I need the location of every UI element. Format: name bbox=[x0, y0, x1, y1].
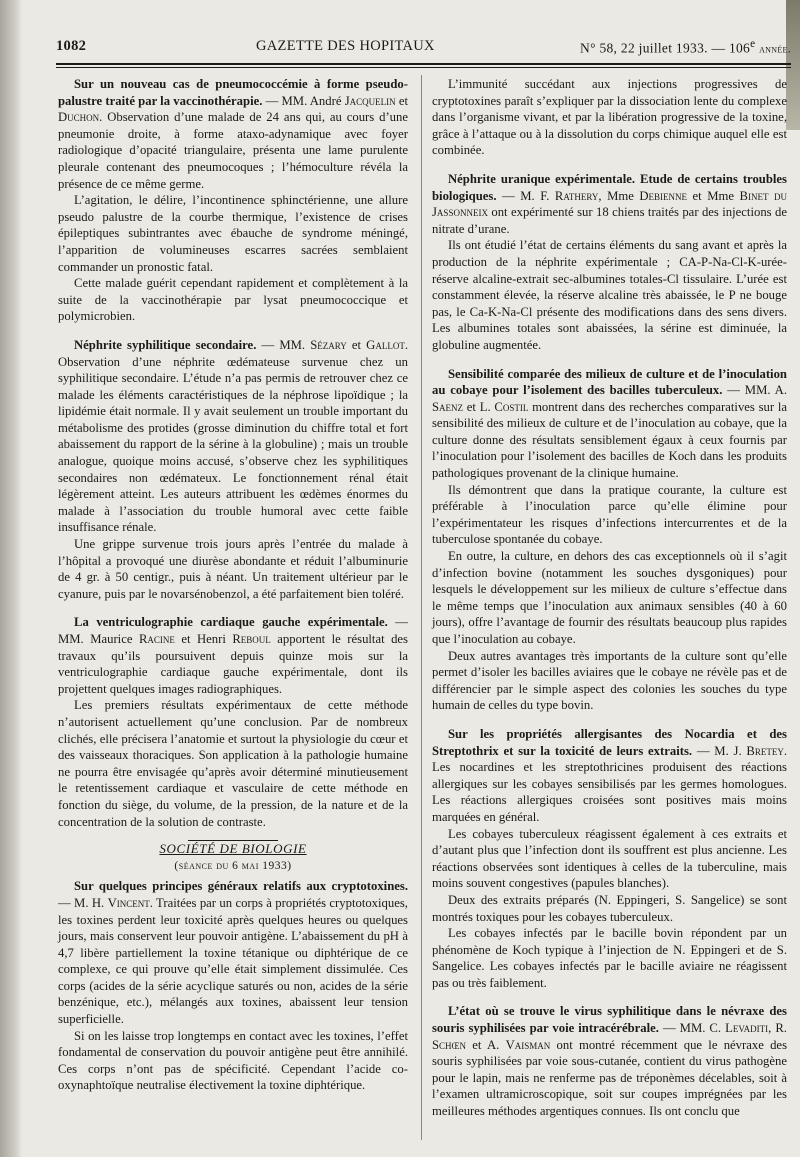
issue-year-word: année. bbox=[759, 41, 791, 56]
conjunction: et A. bbox=[466, 1037, 506, 1052]
paragraph: Deux des extraits préparés (N. Eppingeri, S. Sangelice) se sont montrés toxiques pour les cobayes tuberculeux. bbox=[432, 892, 787, 924]
paragraph: Cette malade guérit cependant rapidement et complètement à la suite de la vaccinothérapie par lysat pneumococcique et polymicrobien. bbox=[58, 276, 408, 324]
author-name: Costil bbox=[494, 399, 529, 414]
author-name: Schœn bbox=[432, 1037, 467, 1052]
author-name: Jacquelin bbox=[344, 93, 396, 108]
article-title: Néphrite uranique expérimentale. Etude de certains troubles biologiques. bbox=[432, 171, 787, 203]
conjunction: et bbox=[395, 93, 408, 108]
article-dash: — M. H. bbox=[58, 895, 108, 910]
paragraph: Une grippe survenue trois jours après l’entrée du malade à l’hôpital a provoqué une diurèse abondante et réduit l’albuminurie de 4 gr. à 50 centigr., puis à néant. Un traitement ultérieur par le cyanure, puis par le novarsénobenzol, a été parfaitement bien toléré. bbox=[58, 537, 408, 601]
author-name: Vincent. bbox=[107, 895, 153, 910]
article-title: Sur un nouveau cas de pneumococcémie à forme pseudo-palustre traité par la vaccinothérapie. bbox=[58, 77, 408, 108]
article-virus-syphilitique bbox=[432, 1003, 787, 1119]
paragraph-text: apportent le résultat des travaux qu’ils poursuivent depuis quinze mois sur la ventriculographie cardiaque gauche expérimentale, dont ils projettent quelques images radiographiques. bbox=[58, 632, 408, 696]
author-name: Debienne bbox=[639, 188, 688, 203]
article-dash: — MM. A. bbox=[722, 383, 787, 398]
conjunction: R. bbox=[771, 1021, 787, 1036]
page-number: 1082 bbox=[56, 38, 87, 54]
article-dash: — M. F. bbox=[496, 188, 555, 203]
author-name: Reboul bbox=[232, 632, 271, 646]
author-name: Binet du Jassonneix bbox=[432, 188, 787, 220]
conjunction: et bbox=[346, 337, 367, 352]
issue-suffix: e bbox=[750, 38, 756, 50]
paragraph: Les premiers résultats expérimentaux de cette méthode n’autorisent actuellement qu’une conclusion. Par de nombreux clichés, elle précisera l’anatomie et surtout la physiologie du cœur et des vaisseaux thoraciques. Son application à la pathologie humaine ne pourra être envisagée qu’après avoir déterminé minutieusement le retentissement cardiaque et vasculaire de cette méthode en fonction du siège, du volume, de la pression, de la nature et de la concentration de la solution de contraste. bbox=[58, 698, 408, 829]
article-ventriculographie bbox=[58, 614, 408, 697]
paragraph: L’agitation, le délire, l’incontinence sphinctérienne, une allure pseudo palustre de la courbe thermique, l’existence de crises épileptiques subintrantes avec ébauche de syndrome méningé, l’apparition de volumineuses escarres sacrées semblaient commander un pronostic fatal. bbox=[58, 193, 408, 274]
article-title: La ventriculographie cardiaque gauche expérimentale. bbox=[74, 615, 388, 630]
paragraph-text: Observation d’une malade de 24 ans qui, au cours d’une pneumonie droite, à forme ataxo-adynamique avec foyer radiologique d’opacité triangulaire, présenta une lame purulente pleurale contenant des pneumocoques ; l’hémoculture révéla la présence de ce même germe. bbox=[58, 110, 408, 191]
paren: ( bbox=[174, 859, 179, 872]
article-title: Néphrite syphilitique secondaire. bbox=[74, 337, 257, 352]
article-dash: — MM. Maurice bbox=[58, 615, 408, 646]
paragraph: Deux autres avantages très importants de la culture sont qu’elle permet d’isoler les bacilles aviaires que le cobaye ne révèle pas et de différencier par le simple aspect des colonies les souches du type humain de celles du type bovin. bbox=[432, 648, 787, 713]
article-dash: — MM. bbox=[256, 337, 311, 352]
article-title: Sur quelques principes généraux relatifs aux cryptotoxines. bbox=[74, 879, 408, 894]
paragraph: Si on les laisse trop longtemps en contact avec les toxines, l’effet fondamental de conservation du pouvoir antigène peut être annihilé. Ces corps n’ont pas de spécificité. Cependant l’acide co-oxynaphtoïque neutralise électivement la toxine diphtérique. bbox=[58, 1028, 408, 1093]
article-sensibilite-comparee bbox=[432, 366, 787, 482]
paragraph-text: Les nocardines et les streptothricines produisent des réactions allergiques sur les cobayes sensibilisés par les germes homologues. Les réactions allergiques croisées sont positives mais moins marquées en général. bbox=[432, 760, 787, 824]
author-name: Duchon. bbox=[58, 110, 103, 125]
header-rule-thick bbox=[56, 63, 791, 65]
article-pneumococcemie bbox=[58, 76, 408, 192]
author-name: Sézary bbox=[310, 337, 347, 352]
session-year: 1933) bbox=[258, 859, 292, 872]
author-name: Rathery, bbox=[554, 188, 602, 203]
paragraph: Ils démontrent que dans la pratique courante, la culture est préférable à l’inoculation parce qu’elle élimine pour l’expérimentateur les risques d’infections intercurrentes et de la tuberculose spontanée du cobaye. bbox=[432, 482, 787, 547]
conjunction: et L. bbox=[463, 399, 495, 414]
column-divider bbox=[421, 75, 422, 1140]
paragraph: Ils ont étudié l’état de certains éléments du sang avant et après la production de la néphrite expérimentale ; CA-P-Na-Cl-K-urée-réserve alcaline-extrait sec-albumines totales-Cl tissulaire. L’urée est constamment élevée, la réserve alcaline très abaissée, le P ne bouge pas, le Ca-K-Na-Cl présente des modifications dans des sens divers. Les albumines totales sont abaissées, la sérine est diminuée, la globuline augmentée. bbox=[432, 238, 787, 352]
paragraph-text: Observation d’une néphrite œdémateuse survenue chez un syphilitique secondaire. L’étude n’a pas permis de retrouver chez ce malade les éléments caractéristiques de la néphrose lipoïdique ; la lipidémie était normale. Il y avait seulement un trouble important du métabolisme des protides (grosse diminution du chiffre total et fort abaissement du rapport de la sérine à la globuline) ; mais un trouble analogue, quoique moins accusé, s’observe chez les syphilitiques secondaires non œdémateux. Le fonctionnement rénal était légèrement atteint. Les auteurs attribuent les œdèmes énormes du malade à l’association du trouble humoral avec cette faible insuffisance rénale. bbox=[58, 354, 408, 535]
paragraph-text: ont montré récemment que le névraxe des souris syphilisées par voie sous-cutanée, contient du virus pathogène pour le lapin, mais ne renferme pas de tréponèmes décelables, soit à l’examen ultramicroscopique, soit sur coupes imprégnées par les meilleures méthodes argentiques connues. Ils ont conclu que bbox=[432, 1037, 788, 1119]
article-nephrite-syphilitique bbox=[58, 337, 408, 536]
paragraph: Les cobayes tuberculeux réagissent également à ces extraits et d’autant plus que l’infection dont ils souffrent est plus ancienne. Les réactions observées sont identiques à celles de la tuberculine, mais moins souvent congestives (papules blanches). bbox=[432, 826, 787, 891]
author-name: Vaisman bbox=[505, 1037, 551, 1052]
section-title: SOCIÉTÉ DE BIOLOGIE bbox=[159, 841, 307, 857]
issue-info bbox=[580, 38, 791, 57]
article-dash: — MM. C. bbox=[658, 1021, 726, 1036]
article-nocardia bbox=[432, 726, 787, 826]
session-month: mai bbox=[241, 859, 259, 872]
paragraph: L’immunité succédant aux injections progressives de cryptotoxines paraît s’expliquer par la dissociation lente du complexe dans l’organisme vivant, et par la libération progressive de la toxine, grâce à l’attaque ou à la dissolution du corps chimique auquel elle est combinée. bbox=[432, 77, 787, 158]
right-column bbox=[432, 68, 787, 1120]
page-corner-edge bbox=[786, 0, 800, 130]
paragraph-text: ont expérimenté sur 18 chiens traités par des injections de nitrate d’urane. bbox=[432, 205, 787, 236]
article-nephrite-uranique bbox=[432, 171, 787, 237]
session-label: séance du bbox=[178, 859, 229, 872]
article-dash: — M. J. bbox=[692, 743, 747, 758]
left-column bbox=[58, 68, 408, 1094]
running-header bbox=[56, 34, 791, 58]
paragraph-text: montrent dans des recherches comparatives sur la sensibilité des milieux de culture et de l’inoculation au cobaye, que la culture donne des résultats sensiblement égaux à ceux fournis par l’inoculation pour l’isolement des bacilles de Koch dans les produits pathologiques provenant de la clinique humaine. bbox=[432, 399, 787, 481]
conjunction: Mme bbox=[601, 188, 640, 203]
issue-number-date: N° 58, 22 juillet 1933. — 106 bbox=[580, 40, 751, 56]
article-cryptotoxines bbox=[58, 878, 408, 1027]
author-name: Racine bbox=[138, 632, 175, 646]
paragraph-text: Traitées par un corps à propriétés cryptotoxiques, les toxines perdent leur toxicité après quelques heures ou quelques jours, mais conservent leur pouvoir antigène. L’abaissement du pH à 4,7 libère partiellement la toxine tétanique ou diphtérique de ce complexe, ce qui prouve qu’elle était simplement dissimulée. Ces corps (acides de la série acyclique saturés ou non, acides de la série benzénique, etc.), mélangés aux toxines, abaissent leur tension superficielle. bbox=[58, 895, 408, 1027]
book-spine-shadow bbox=[0, 0, 22, 1157]
section-heading bbox=[58, 840, 408, 874]
conjunction: et Henri bbox=[174, 632, 233, 646]
paragraph: En outre, la culture, en dehors des cas exceptionnels où il s’agit d’infection bovine (notamment les souches dysgoniques) pour lesquels le développement sur les milieux de culture s’effectue dans le même temps que l’inoculation aux animaux sensibles (40 à 60 jours), offre l’avantage de fournir des résultats beaucoup plus rapides que l’inoculation au cobaye. bbox=[432, 549, 787, 646]
article-title: Sur les propriétés allergisantes des Nocardia et des Streptothrix et sur la toxicité de leurs extraits. bbox=[432, 726, 787, 758]
session-day: 6 bbox=[228, 859, 242, 872]
article-title: Sensibilité comparée des milieux de culture et de l’inoculation au cobaye pour l’isolement des bacilles tuberculeux. bbox=[432, 366, 787, 398]
author-name: Gallot. bbox=[366, 337, 408, 352]
article-dash: — MM. André bbox=[262, 93, 345, 108]
conjunction: et Mme bbox=[687, 188, 740, 203]
article-title: L’état où se trouve le virus syphilitique dans le névraxe des souris syphilisées par voie intracérébrale. bbox=[432, 1004, 787, 1036]
author-name: Bretey. bbox=[746, 743, 788, 758]
section-date bbox=[58, 858, 408, 875]
author-name: Saenz bbox=[432, 399, 464, 414]
journal-title: GAZETTE DES HOPITAUX bbox=[256, 38, 435, 54]
paragraph: Les cobayes infectés par le bacille bovin répondent par un phénomène de Koch typique à l’injection de N. Eppingeri et de S. Sangelice. Les cobayes infectés par le bacille aviaire ne réagissent pas ou très faiblement. bbox=[432, 926, 787, 990]
author-name: Levaditi, bbox=[725, 1021, 772, 1036]
